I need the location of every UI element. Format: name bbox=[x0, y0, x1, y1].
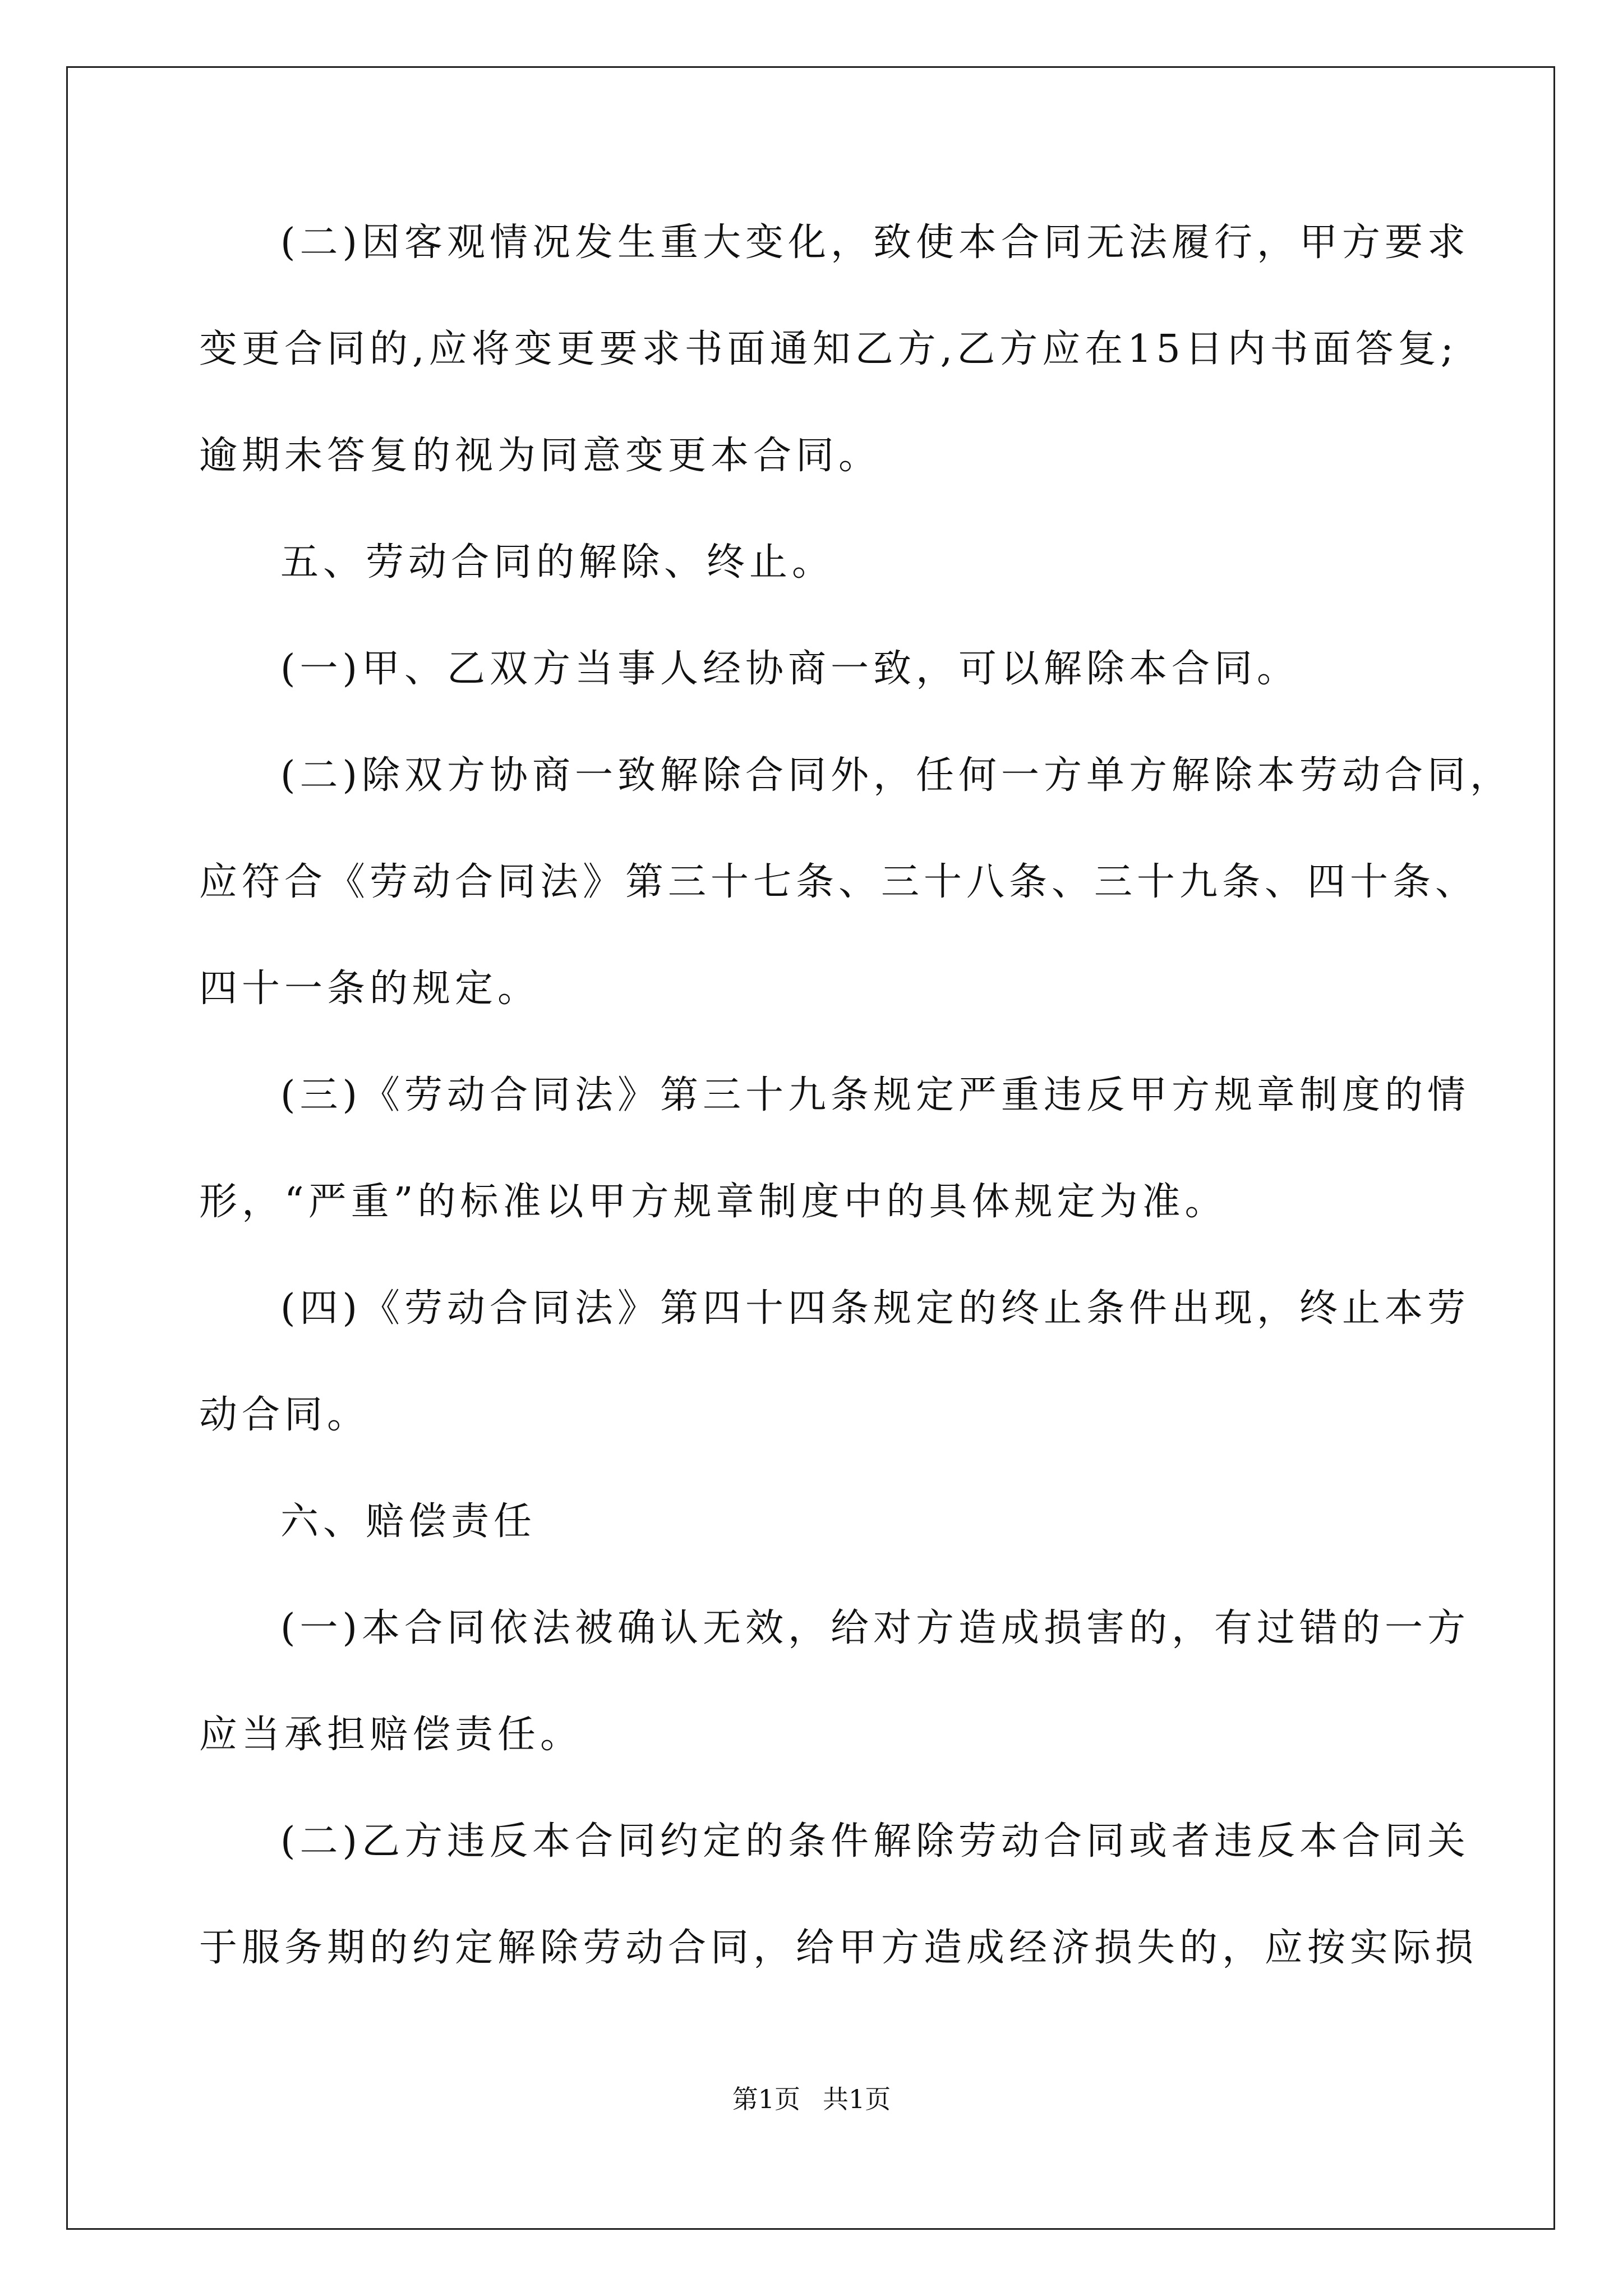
paragraph-line: 四十一条的规定。 bbox=[199, 967, 541, 1011]
page-border bbox=[66, 66, 1555, 2230]
paragraph-line: 于服务期的约定解除劳动合同，给甲方造成经济损失的，应按实际损 bbox=[199, 1926, 1478, 1970]
paragraph-line: 应符合《劳动合同法》第三十七条、三十八条、三十九条、四十条、 bbox=[199, 860, 1478, 904]
paragraph-line: 应当承担赔偿责任。 bbox=[199, 1713, 583, 1757]
page-footer bbox=[0, 2082, 1623, 2116]
section-heading: 五、劳动合同的解除、终止。 bbox=[280, 540, 835, 585]
paragraph-line: (二)除双方协商一致解除合同外，任何一方单方解除本劳动合同， bbox=[280, 753, 1513, 798]
paragraph-line: 形，“严重”的标准以甲方规章制度中的具体规定为准。 bbox=[199, 1180, 1228, 1224]
page-number: 第1页 bbox=[732, 2084, 800, 2114]
section-heading: 六、赔偿责任 bbox=[280, 1499, 537, 1544]
paragraph-line: (二)因客观情况发生重大变化，致使本合同无法履行，甲方要求 bbox=[280, 220, 1470, 265]
paragraph-line: 逾期未答复的视为同意变更本合同。 bbox=[199, 434, 882, 478]
paragraph-line: (二)乙方违反本合同约定的条件解除劳动合同或者违反本合同关 bbox=[280, 1819, 1470, 1864]
paragraph-line: 动合同。 bbox=[199, 1393, 370, 1437]
paragraph-line: (一)本合同依法被确认无效，给对方造成损害的，有过错的一方 bbox=[280, 1606, 1470, 1650]
paragraph-line: (一)甲、乙双方当事人经协商一致，可以解除本合同。 bbox=[280, 647, 1300, 691]
page-total: 共1页 bbox=[823, 2084, 891, 2114]
paragraph-line: (三)《劳动合同法》第三十九条规定严重违反甲方规章制度的情 bbox=[280, 1073, 1470, 1117]
paragraph-line: (四)《劳动合同法》第四十四条规定的终止条件出现，终止本劳 bbox=[280, 1286, 1470, 1331]
paragraph-line: 变更合同的,应将变更要求书面通知乙方,乙方应在15日内书面答复; bbox=[199, 327, 1458, 371]
